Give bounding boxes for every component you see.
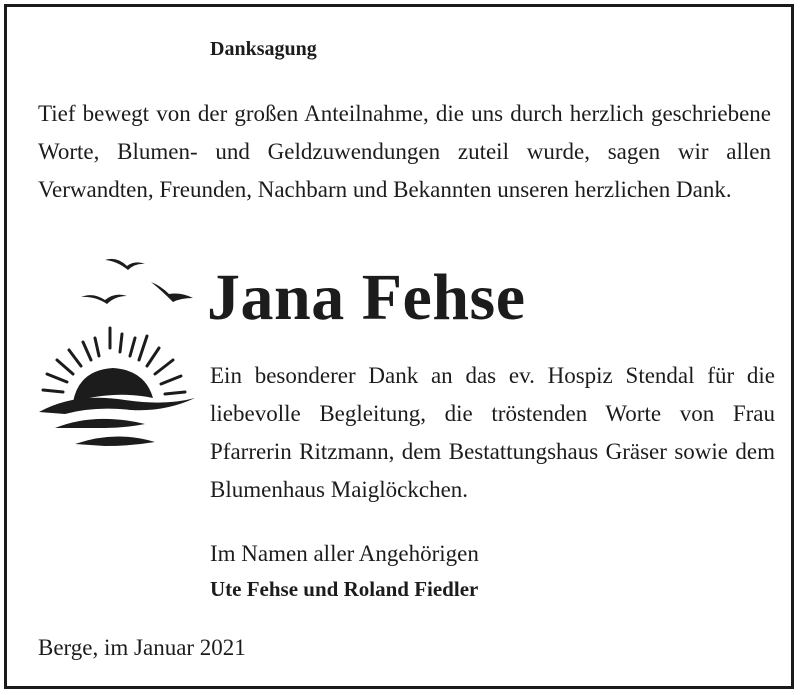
signature-names: Ute Fehse und Roland Fiedler: [210, 577, 479, 601]
notice-heading: Danksagung: [210, 38, 317, 60]
place-date: Berge, im Januar 2021: [38, 635, 246, 660]
sunset-birds-icon: [35, 252, 200, 457]
special-thanks-paragraph: Ein besonderer Dank an das ev. Hospiz Stendal für die liebevolle Begleitung, die tröstenden Worte von Frau Pfarrerin Ritzmann, dem Bestattungshaus Gräser sowie dem Blumenhaus Maiglöckchen.: [210, 363, 775, 502]
obituary-card: [4, 4, 794, 689]
deceased-name: Jana Fehse: [207, 261, 526, 334]
signature-intro: Im Namen aller Angehörigen: [210, 541, 479, 566]
intro-paragraph: Tief bewegt von der großen Anteilnahme, die uns durch herzlich geschriebene Worte, Blumen- und Geldzuwendungen zuteil wurde, sagen wir allen Verwandten, Freunden, Nachbarn und Bekannten unseren herzlichen Dank.: [38, 101, 771, 202]
